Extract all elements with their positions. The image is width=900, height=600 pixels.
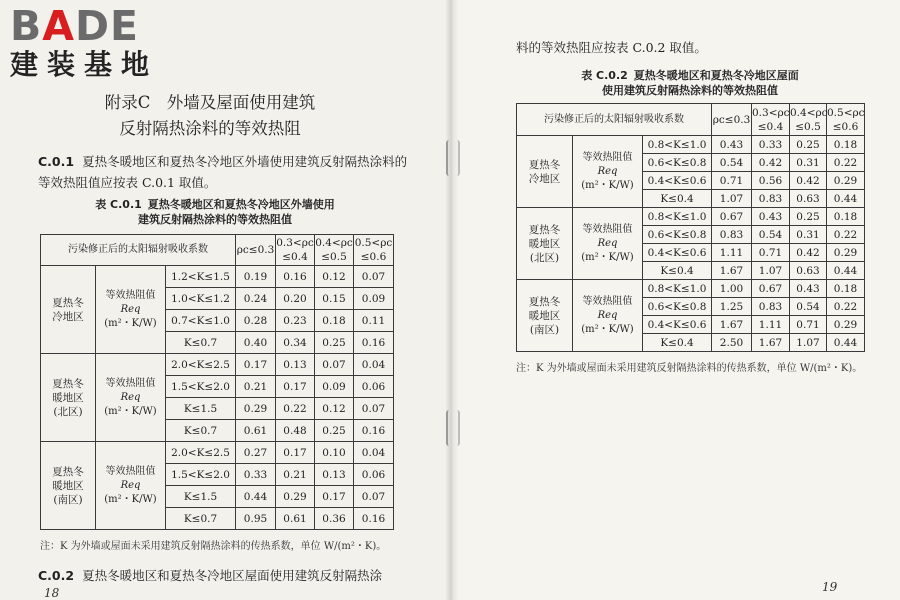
value-cell-v4: 0.06 [354, 376, 394, 398]
resistance-label-symbol: Req [597, 237, 618, 249]
value-cell-v4: 0.22 [827, 226, 865, 244]
value-cell-v2: 1.07 [752, 262, 790, 280]
value-cell-v3: 0.13 [315, 464, 354, 486]
header-label: 污染修正后的太阳辐射吸收系数 [517, 104, 712, 136]
header-col3 [315, 235, 354, 266]
value-cell-v3: 0.10 [315, 442, 354, 464]
k-range-cell: 1.5<K≤2.0 [166, 376, 236, 398]
value-cell-v3: 0.25 [315, 420, 354, 442]
k-range-cell: 0.8<K≤1.0 [643, 136, 712, 154]
value-cell-v3: 0.31 [790, 226, 827, 244]
value-cell-v4: 0.07 [354, 266, 394, 288]
value-cell-v3: 0.31 [790, 154, 827, 172]
resistance-label-cell [96, 442, 166, 530]
resistance-label-unit: (m²・K/W) [581, 179, 634, 191]
k-range-cell: 0.8<K≤1.0 [643, 208, 712, 226]
logo-wordmark [10, 4, 175, 48]
region-cell [517, 136, 573, 208]
value-cell-v1: 0.40 [236, 332, 276, 354]
region-cell [517, 280, 573, 352]
value-cell-v1: 0.27 [236, 442, 276, 464]
logo-wordmark-text: BADE [10, 2, 140, 50]
region-line2: 暖地区 [52, 479, 84, 492]
appendix-title-line1: 附录C 外墙及屋面使用建筑 [104, 93, 316, 112]
k-range-cell: K≤0.4 [643, 334, 712, 352]
value-cell-v4: 0.04 [354, 442, 394, 464]
k-range-cell: K≤0.4 [643, 190, 712, 208]
right-page [452, 0, 900, 600]
table-c01-caption [40, 197, 390, 227]
value-cell-v2: 0.34 [276, 332, 315, 354]
table-row [41, 266, 394, 288]
value-cell-v1: 0.71 [712, 172, 752, 190]
header-col2-line2: ≤0.4 [282, 251, 308, 263]
value-cell-v1: 0.28 [236, 310, 276, 332]
logo-subtitle: 建装基地 [10, 48, 159, 81]
value-cell-v4: 0.16 [354, 508, 394, 530]
value-cell-v1: 0.29 [236, 398, 276, 420]
value-cell-v3: 0.12 [315, 266, 354, 288]
region-cell [41, 354, 96, 442]
value-cell-v4: 0.18 [827, 136, 865, 154]
value-cell-v4: 0.06 [354, 464, 394, 486]
page-number-left: 18 [44, 586, 60, 600]
k-range-cell: 0.4<K≤0.6 [643, 316, 712, 334]
value-cell-v1: 1.67 [712, 262, 752, 280]
bade-logo [10, 4, 175, 81]
value-cell-v1: 0.33 [236, 464, 276, 486]
resistance-label-line1: 等效热阻值 [105, 377, 156, 389]
region-line1: 夏热冬 [52, 377, 84, 390]
value-cell-v3: 0.17 [315, 486, 354, 508]
table-row [41, 354, 394, 376]
header-col2-line2: ≤0.4 [757, 120, 784, 133]
region-line2: 暖地区 [528, 237, 561, 250]
clause-c01-text: 夏热冬暖地区和夏热冬冷地区外墙使用建筑反射隔热涂料的等效热阻值应按表 C.0.1 取值。 [38, 154, 408, 190]
value-cell-v2: 0.20 [276, 288, 315, 310]
resistance-label-unit: (m²・K/W) [104, 405, 157, 417]
header-col4-line1: 0.5<ρc [354, 237, 393, 249]
header-col2-line1: 0.3<ρc [276, 237, 314, 249]
k-range-cell: 1.0<K≤1.2 [166, 288, 236, 310]
header-col3 [790, 104, 827, 136]
clause-c02-text: 夏热冬暖地区和夏热冬冷地区屋面使用建筑反射隔热涂 [82, 568, 383, 583]
k-range-cell: K≤1.5 [166, 486, 236, 508]
resistance-label-symbol: Req [597, 309, 618, 321]
k-range-cell: 0.6<K≤0.8 [643, 226, 712, 244]
resistance-label-cell [573, 208, 643, 280]
resistance-label-symbol: Req [120, 303, 141, 315]
resistance-label-unit: (m²・K/W) [581, 323, 634, 335]
resistance-label-unit: (m²・K/W) [104, 493, 157, 505]
clause-c01-number: C.0.1 [38, 154, 75, 169]
k-range-cell: K≤0.7 [166, 508, 236, 530]
value-cell-v4: 0.09 [354, 288, 394, 310]
k-range-cell: 2.0<K≤2.5 [166, 354, 236, 376]
header-col4-line1: 0.5<ρc [827, 106, 865, 119]
table-c02 [516, 103, 865, 352]
value-cell-v1: 0.61 [236, 420, 276, 442]
value-cell-v2: 0.22 [276, 398, 315, 420]
value-cell-v4: 0.22 [827, 154, 865, 172]
value-cell-v2: 0.43 [752, 208, 790, 226]
resistance-label-cell [96, 266, 166, 354]
value-cell-v3: 0.25 [315, 332, 354, 354]
value-cell-v2: 0.54 [752, 226, 790, 244]
k-range-cell: 0.7<K≤1.0 [166, 310, 236, 332]
resistance-label-cell [96, 354, 166, 442]
clause-c02-continuation: 料的等效热阻应按表 C.0.2 取值。 [516, 40, 707, 55]
header-col4-line2: ≤0.6 [360, 251, 387, 263]
value-cell-v1: 0.43 [712, 136, 752, 154]
table-c01-note: 注：K 为外墙或屋面未采用建筑反射隔热涂料的传热系数，单位 W/(m²・K)。 [40, 541, 387, 552]
header-col4-line2: ≤0.6 [832, 120, 859, 133]
k-range-cell: 1.5<K≤2.0 [166, 464, 236, 486]
value-cell-v3: 0.25 [790, 136, 827, 154]
region-line3: (南区) [529, 323, 560, 336]
clause-c02-number: C.0.2 [38, 568, 75, 583]
value-cell-v1: 0.21 [236, 376, 276, 398]
value-cell-v4: 0.16 [354, 420, 394, 442]
value-cell-v1: 1.25 [712, 298, 752, 316]
value-cell-v2: 0.42 [752, 154, 790, 172]
resistance-label-symbol: Req [120, 391, 141, 403]
table-row [517, 136, 865, 154]
region-line1: 夏热冬 [52, 296, 84, 309]
clause-c02 [38, 565, 408, 586]
table-c02-caption-line2: 使用建筑反射隔热涂料的等效热阻值 [602, 84, 778, 97]
staple-bottom [446, 410, 460, 446]
value-cell-v2: 0.13 [276, 354, 315, 376]
value-cell-v1: 0.54 [712, 154, 752, 172]
value-cell-v2: 0.17 [276, 442, 315, 464]
header-col4 [827, 104, 865, 136]
table-c02-caption-line1: 夏热冬暖地区和夏热冬冷地区屋面 [633, 69, 799, 82]
value-cell-v2: 0.48 [276, 420, 315, 442]
table-c02-note: 注：K 为外墙或屋面未采用建筑反射隔热涂料的传热系数，单位 W/(m²・K)。 [516, 363, 863, 374]
value-cell-v3: 0.25 [790, 208, 827, 226]
value-cell-v2: 1.11 [752, 316, 790, 334]
k-range-cell: 0.4<K≤0.6 [643, 172, 712, 190]
resistance-label-line1: 等效热阻值 [105, 289, 156, 301]
header-col2 [752, 104, 790, 136]
value-cell-v4: 0.18 [827, 280, 865, 298]
resistance-label-unit: (m²・K/W) [581, 251, 634, 263]
appendix-title-line2: 反射隔热涂料的等效热阻 [119, 119, 301, 138]
value-cell-v4: 0.29 [827, 172, 865, 190]
value-cell-v4: 0.29 [827, 316, 865, 334]
table-row [517, 208, 865, 226]
value-cell-v3: 0.09 [315, 376, 354, 398]
value-cell-v3: 0.54 [790, 298, 827, 316]
k-range-cell: 0.4<K≤0.6 [643, 244, 712, 262]
value-cell-v4: 0.07 [354, 398, 394, 420]
value-cell-v4: 0.44 [827, 262, 865, 280]
k-range-cell: 2.0<K≤2.5 [166, 442, 236, 464]
region-line3: (南区) [53, 493, 83, 506]
logo-accent-letter: A [42, 2, 75, 50]
k-range-cell: 1.2<K≤1.5 [166, 266, 236, 288]
table-row [517, 280, 865, 298]
value-cell-v1: 0.83 [712, 226, 752, 244]
value-cell-v2: 0.71 [752, 244, 790, 262]
region-line3: (北区) [529, 251, 560, 264]
region-line3: (北区) [53, 405, 83, 418]
value-cell-v4: 0.04 [354, 354, 394, 376]
book-spine-shadow [445, 0, 459, 600]
appendix-title [0, 90, 420, 142]
resistance-label-symbol: Req [597, 165, 618, 177]
value-cell-v2: 0.83 [752, 298, 790, 316]
region-cell [41, 266, 96, 354]
region-line2: 冷地区 [528, 172, 561, 185]
value-cell-v3: 0.71 [790, 316, 827, 334]
value-cell-v3: 0.15 [315, 288, 354, 310]
value-cell-v1: 0.95 [236, 508, 276, 530]
resistance-label-line1: 等效热阻值 [582, 223, 633, 235]
value-cell-v3: 0.43 [790, 280, 827, 298]
region-line2: 冷地区 [52, 310, 84, 323]
value-cell-v2: 0.23 [276, 310, 315, 332]
k-range-cell: 0.6<K≤0.8 [643, 298, 712, 316]
value-cell-v1: 0.19 [236, 266, 276, 288]
value-cell-v2: 0.33 [752, 136, 790, 154]
header-label: 污染修正后的太阳辐射吸收系数 [41, 235, 236, 266]
table-header-row [41, 235, 394, 266]
value-cell-v3: 0.07 [315, 354, 354, 376]
value-cell-v1: 1.00 [712, 280, 752, 298]
value-cell-v3: 0.18 [315, 310, 354, 332]
value-cell-v3: 0.42 [790, 172, 827, 190]
header-col3-line2: ≤0.5 [321, 251, 347, 263]
value-cell-v3: 0.36 [315, 508, 354, 530]
k-range-cell: 0.8<K≤1.0 [643, 280, 712, 298]
resistance-label-line1: 等效热阻值 [105, 465, 156, 477]
value-cell-v3: 0.42 [790, 244, 827, 262]
header-col3-line2: ≤0.5 [795, 120, 821, 133]
region-line2: 暖地区 [528, 309, 561, 322]
value-cell-v4: 0.29 [827, 244, 865, 262]
region-line1: 夏热冬 [528, 158, 561, 171]
value-cell-v4: 0.18 [827, 208, 865, 226]
value-cell-v2: 0.56 [752, 172, 790, 190]
resistance-label-cell [573, 136, 643, 208]
region-line1: 夏热冬 [52, 465, 84, 478]
table-c02-caption-number: 表 C.0.2 [581, 69, 628, 82]
table-c01 [40, 234, 394, 530]
table-c02-caption [516, 68, 864, 98]
value-cell-v4: 0.44 [827, 334, 865, 352]
table-c01-caption-number: 表 C.0.1 [95, 198, 142, 211]
resistance-label-line1: 等效热阻值 [582, 295, 633, 307]
value-cell-v3: 1.07 [790, 334, 827, 352]
value-cell-v4: 0.16 [354, 332, 394, 354]
table-c01-caption-line1: 夏热冬暖地区和夏热冬冷地区外墙使用 [147, 198, 335, 211]
region-line1: 夏热冬 [528, 295, 561, 308]
value-cell-v2: 0.17 [276, 376, 315, 398]
value-cell-v2: 0.29 [276, 486, 315, 508]
staple-top [446, 140, 460, 176]
value-cell-v1: 0.24 [236, 288, 276, 310]
value-cell-v3: 0.12 [315, 398, 354, 420]
table-row [41, 442, 394, 464]
k-range-cell: K≤0.4 [643, 262, 712, 280]
header-col3-line1: 0.4<ρc [790, 106, 828, 119]
header-col1: ρc≤0.3 [236, 235, 276, 266]
value-cell-v1: 0.44 [236, 486, 276, 508]
value-cell-v4: 0.44 [827, 190, 865, 208]
value-cell-v1: 2.50 [712, 334, 752, 352]
header-col3-line1: 0.4<ρc [315, 237, 353, 249]
value-cell-v2: 0.21 [276, 464, 315, 486]
k-range-cell: K≤0.7 [166, 332, 236, 354]
header-col4 [354, 235, 394, 266]
value-cell-v1: 1.11 [712, 244, 752, 262]
value-cell-v1: 0.67 [712, 208, 752, 226]
resistance-label-symbol: Req [120, 479, 141, 491]
value-cell-v2: 0.67 [752, 280, 790, 298]
header-col2-line1: 0.3<ρc [752, 106, 790, 119]
clause-c01 [38, 151, 408, 193]
resistance-label-unit: (m²・K/W) [104, 317, 157, 329]
region-cell [517, 208, 573, 280]
resistance-label-cell [573, 280, 643, 352]
value-cell-v3: 0.63 [790, 190, 827, 208]
table-header-row [517, 104, 865, 136]
table-c01-caption-line2: 建筑反射隔热涂料的等效热阻值 [138, 213, 292, 226]
k-range-cell: K≤0.7 [166, 420, 236, 442]
value-cell-v1: 1.67 [712, 316, 752, 334]
page-number-right: 19 [822, 580, 838, 594]
region-line1: 夏热冬 [528, 223, 561, 236]
value-cell-v2: 0.16 [276, 266, 315, 288]
k-range-cell: K≤1.5 [166, 398, 236, 420]
resistance-label-line1: 等效热阻值 [582, 151, 633, 163]
region-cell [41, 442, 96, 530]
value-cell-v2: 0.83 [752, 190, 790, 208]
region-line2: 暖地区 [52, 391, 84, 404]
value-cell-v4: 0.07 [354, 486, 394, 508]
value-cell-v4: 0.22 [827, 298, 865, 316]
value-cell-v4: 0.11 [354, 310, 394, 332]
header-col1: ρc≤0.3 [712, 104, 752, 136]
value-cell-v1: 1.07 [712, 190, 752, 208]
value-cell-v2: 1.67 [752, 334, 790, 352]
value-cell-v1: 0.17 [236, 354, 276, 376]
header-col2 [276, 235, 315, 266]
k-range-cell: 0.6<K≤0.8 [643, 154, 712, 172]
value-cell-v3: 0.63 [790, 262, 827, 280]
value-cell-v2: 0.61 [276, 508, 315, 530]
